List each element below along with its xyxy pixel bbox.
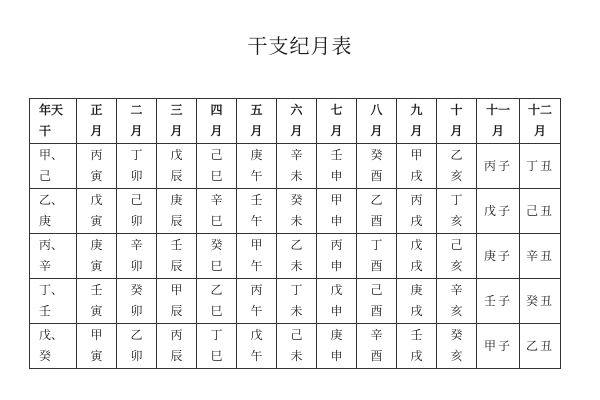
- month-cell-line2: 寅: [90, 214, 103, 228]
- month-cell-line2: 未: [290, 169, 303, 183]
- month-cell: [157, 324, 197, 369]
- month-cell: [117, 234, 157, 279]
- month-cell: [317, 189, 357, 234]
- header-cell-line1: 年天: [39, 103, 64, 117]
- month-cell-line1: 辛: [130, 238, 143, 252]
- header-cell-line1: 五: [250, 103, 263, 117]
- month-cell-line1: 丙: [250, 283, 263, 297]
- month-cell-line2: 午: [250, 259, 263, 273]
- month-cell-line1: 癸: [290, 193, 303, 207]
- month-cell-line1: 辛: [290, 148, 303, 162]
- year-stem-cell-line2: 癸: [39, 349, 52, 363]
- month-cell: [157, 144, 197, 189]
- month-cell-line1: 戊: [330, 283, 343, 297]
- month-cell: [237, 144, 277, 189]
- month-cell-line2: 午: [250, 304, 263, 318]
- year-stem-cell-line2: 壬: [39, 304, 52, 318]
- table-row: [30, 234, 561, 279]
- year-stem-cell-line1: 甲、: [39, 148, 64, 162]
- month-cell-line1: 戊: [250, 328, 263, 342]
- month-cell-line1: 己: [130, 193, 143, 207]
- header-cell: [30, 99, 77, 144]
- header-cell: [477, 99, 520, 144]
- month-cell-line1: 壬: [250, 193, 263, 207]
- month-cell-line2: 未: [290, 259, 303, 273]
- header-cell: [117, 99, 157, 144]
- month-cell-line2: 辰: [170, 304, 183, 318]
- header-cell-line1: 三: [170, 103, 183, 117]
- month-cell-line1: 甲: [410, 148, 423, 162]
- year-stem-cell: [30, 234, 77, 279]
- year-stem-cell-line2: 辛: [39, 259, 52, 273]
- month-cell-line1: 甲: [250, 238, 263, 252]
- header-cell-line2: 月: [210, 124, 223, 138]
- header-cell-line2: 月: [330, 124, 343, 138]
- month-cell: [117, 324, 157, 369]
- month-cell: [197, 144, 237, 189]
- month-cell-single: 丁丑: [520, 144, 561, 189]
- month-cell: [117, 144, 157, 189]
- month-cell-line1: 庚: [330, 328, 343, 342]
- month-cell: [437, 144, 477, 189]
- month-cell-line1: 丁: [130, 148, 143, 162]
- header-cell: [520, 99, 561, 144]
- month-cell-line1: 壬: [90, 283, 103, 297]
- month-cell-line1: 丙: [410, 193, 423, 207]
- month-cell: [77, 144, 117, 189]
- month-cell: [277, 234, 317, 279]
- month-cell-line1: 庚: [250, 148, 263, 162]
- month-cell-line1: 壬: [410, 328, 423, 342]
- header-cell-line2: 月: [370, 124, 383, 138]
- month-cell-line1: 庚: [170, 193, 183, 207]
- header-cell: [317, 99, 357, 144]
- month-cell-line2: 亥: [450, 349, 463, 363]
- header-cell: [237, 99, 277, 144]
- header-cell-line1: 七: [330, 103, 343, 117]
- month-cell-line2: 酉: [370, 304, 383, 318]
- month-cell-line2: 巳: [210, 259, 223, 273]
- month-cell-line2: 卯: [130, 259, 143, 273]
- month-cell-line1: 丁: [210, 328, 223, 342]
- header-cell-line2: 月: [533, 124, 546, 138]
- month-cell-line2: 午: [250, 349, 263, 363]
- month-cell-line1: 癸: [370, 148, 383, 162]
- header-cell-line2: 月: [170, 124, 183, 138]
- month-cell: [437, 279, 477, 324]
- month-cell-line2: 巳: [210, 169, 223, 183]
- header-cell-line2: 月: [450, 124, 463, 138]
- month-cell-line1: 丁: [370, 238, 383, 252]
- month-cell-line1: 戊: [410, 238, 423, 252]
- month-cell-line2: 卯: [130, 349, 143, 363]
- month-cell: [357, 279, 397, 324]
- month-cell-line2: 寅: [90, 169, 103, 183]
- month-cell-line2: 亥: [450, 259, 463, 273]
- month-cell: [117, 279, 157, 324]
- month-cell-single: 戊子: [477, 189, 520, 234]
- ganzhi-month-table: [29, 98, 561, 369]
- month-cell-line1: 己: [370, 283, 383, 297]
- month-cell-line2: 戌: [410, 214, 423, 228]
- header-cell: [277, 99, 317, 144]
- header-cell-line1: 正: [90, 103, 103, 117]
- table-row: [30, 144, 561, 189]
- year-stem-cell-line2: 己: [39, 169, 52, 183]
- month-cell-single: 乙丑: [520, 324, 561, 369]
- header-cell-line1: 二: [130, 103, 143, 117]
- header-cell-line2: 干: [39, 124, 52, 138]
- month-cell: [397, 189, 437, 234]
- month-cell-single: 丙子: [477, 144, 520, 189]
- month-cell-line2: 辰: [170, 349, 183, 363]
- year-stem-cell: [30, 189, 77, 234]
- month-cell: [277, 189, 317, 234]
- month-cell-line1: 己: [450, 238, 463, 252]
- header-cell-line1: 十二: [527, 103, 552, 117]
- header-cell-line1: 十: [450, 103, 463, 117]
- year-stem-cell: [30, 324, 77, 369]
- month-cell-line2: 辰: [170, 259, 183, 273]
- month-cell-line2: 未: [290, 214, 303, 228]
- month-cell: [317, 279, 357, 324]
- header-cell-line2: 月: [410, 124, 423, 138]
- month-cell-line1: 丙: [330, 238, 343, 252]
- header-cell: [397, 99, 437, 144]
- table-body: [30, 99, 561, 369]
- header-cell-line1: 九: [410, 103, 423, 117]
- month-cell-line1: 乙: [210, 283, 223, 297]
- month-cell-line2: 卯: [130, 169, 143, 183]
- month-cell-line2: 寅: [90, 259, 103, 273]
- month-cell-line2: 午: [250, 169, 263, 183]
- month-cell: [237, 279, 277, 324]
- month-cell-line1: 己: [210, 148, 223, 162]
- header-cell-line1: 十一: [485, 103, 510, 117]
- header-cell: [197, 99, 237, 144]
- month-cell-line1: 癸: [450, 328, 463, 342]
- month-cell-line2: 申: [330, 214, 343, 228]
- month-cell: [277, 324, 317, 369]
- header-cell-line2: 月: [130, 124, 143, 138]
- month-cell: [77, 234, 117, 279]
- year-stem-cell-line1: 戊、: [39, 328, 64, 342]
- month-cell-line2: 酉: [370, 169, 383, 183]
- table-row: [30, 279, 561, 324]
- month-cell: [77, 189, 117, 234]
- page-title: 干支纪月表: [247, 34, 353, 58]
- month-cell-line1: 丁: [290, 283, 303, 297]
- month-cell: [197, 279, 237, 324]
- month-cell-line2: 戌: [410, 349, 423, 363]
- month-cell-line2: 未: [290, 304, 303, 318]
- month-cell-line1: 癸: [130, 283, 143, 297]
- month-cell: [357, 189, 397, 234]
- month-cell: [397, 324, 437, 369]
- month-cell-line2: 戌: [410, 304, 423, 318]
- month-cell: [237, 189, 277, 234]
- month-cell-line1: 乙: [290, 238, 303, 252]
- month-cell: [277, 279, 317, 324]
- header-cell: [357, 99, 397, 144]
- month-cell-line2: 申: [330, 169, 343, 183]
- month-cell-line2: 酉: [370, 214, 383, 228]
- month-cell-line2: 酉: [370, 349, 383, 363]
- month-cell-line2: 戌: [410, 169, 423, 183]
- month-cell: [357, 234, 397, 279]
- month-cell-line2: 亥: [450, 304, 463, 318]
- month-cell: [357, 324, 397, 369]
- month-cell-line1: 庚: [90, 238, 103, 252]
- header-cell-line1: 六: [290, 103, 303, 117]
- month-cell-line1: 乙: [130, 328, 143, 342]
- month-cell-line1: 己: [290, 328, 303, 342]
- month-cell: [277, 144, 317, 189]
- month-cell: [437, 324, 477, 369]
- month-cell: [397, 279, 437, 324]
- year-stem-cell: [30, 144, 77, 189]
- month-cell-line1: 戊: [90, 193, 103, 207]
- header-cell-line2: 月: [90, 124, 103, 138]
- month-cell: [437, 234, 477, 279]
- month-cell: [237, 324, 277, 369]
- month-cell-line1: 辛: [210, 193, 223, 207]
- year-stem-cell: [30, 279, 77, 324]
- month-cell-line2: 申: [330, 259, 343, 273]
- month-cell-single: 己丑: [520, 189, 561, 234]
- year-stem-cell-line1: 乙、: [39, 193, 64, 207]
- month-cell-line1: 丙: [170, 328, 183, 342]
- month-cell: [157, 279, 197, 324]
- month-cell: [437, 189, 477, 234]
- header-cell-line1: 八: [370, 103, 383, 117]
- month-cell-line1: 壬: [330, 148, 343, 162]
- year-stem-cell-line1: 丙、: [39, 238, 64, 252]
- month-cell: [317, 234, 357, 279]
- month-cell-line1: 乙: [370, 193, 383, 207]
- month-cell-line2: 寅: [90, 304, 103, 318]
- year-stem-cell-line1: 丁、: [39, 283, 64, 297]
- month-cell: [197, 189, 237, 234]
- month-cell-line1: 甲: [90, 328, 103, 342]
- header-cell-line2: 月: [491, 124, 504, 138]
- month-cell-line2: 申: [330, 349, 343, 363]
- month-cell-line1: 辛: [450, 283, 463, 297]
- month-cell-line2: 未: [290, 349, 303, 363]
- table-row: [30, 189, 561, 234]
- month-cell-line2: 午: [250, 214, 263, 228]
- month-cell-line1: 甲: [330, 193, 343, 207]
- month-cell-line2: 辰: [170, 169, 183, 183]
- month-cell-line2: 巳: [210, 214, 223, 228]
- month-cell-line1: 壬: [170, 238, 183, 252]
- header-cell: [437, 99, 477, 144]
- header-row: [30, 99, 561, 144]
- month-cell-line2: 辰: [170, 214, 183, 228]
- header-cell: [157, 99, 197, 144]
- header-cell-line2: 月: [250, 124, 263, 138]
- month-cell-line1: 乙: [450, 148, 463, 162]
- header-cell: [77, 99, 117, 144]
- year-stem-cell-line2: 庚: [39, 214, 52, 228]
- month-cell-line2: 戌: [410, 259, 423, 273]
- month-cell: [197, 234, 237, 279]
- month-cell: [77, 279, 117, 324]
- month-cell: [77, 324, 117, 369]
- table-row: [30, 324, 561, 369]
- month-cell-line2: 亥: [450, 169, 463, 183]
- month-cell: [197, 324, 237, 369]
- month-cell: [397, 234, 437, 279]
- month-cell: [237, 234, 277, 279]
- month-cell: [117, 189, 157, 234]
- month-cell-line2: 亥: [450, 214, 463, 228]
- month-cell-line2: 巳: [210, 349, 223, 363]
- month-cell-line2: 申: [330, 304, 343, 318]
- month-cell-line2: 寅: [90, 349, 103, 363]
- month-cell: [357, 144, 397, 189]
- month-cell: [157, 234, 197, 279]
- month-cell-line1: 戊: [170, 148, 183, 162]
- month-cell-line1: 丙: [90, 148, 103, 162]
- month-cell: [157, 189, 197, 234]
- month-cell-line1: 庚: [410, 283, 423, 297]
- header-cell-line1: 四: [210, 103, 223, 117]
- month-cell-line1: 甲: [170, 283, 183, 297]
- month-cell-line1: 癸: [210, 238, 223, 252]
- month-cell-single: 壬子: [477, 279, 520, 324]
- month-cell-line2: 巳: [210, 304, 223, 318]
- month-cell-line1: 丁: [450, 193, 463, 207]
- header-cell-line2: 月: [290, 124, 303, 138]
- month-cell-line2: 卯: [130, 304, 143, 318]
- month-cell: [397, 144, 437, 189]
- month-cell-line2: 卯: [130, 214, 143, 228]
- month-cell-single: 癸丑: [520, 279, 561, 324]
- month-cell: [317, 144, 357, 189]
- month-cell-line2: 酉: [370, 259, 383, 273]
- month-cell-line1: 辛: [370, 328, 383, 342]
- month-cell-single: 辛丑: [520, 234, 561, 279]
- month-cell: [317, 324, 357, 369]
- month-cell-single: 庚子: [477, 234, 520, 279]
- month-cell-single: 甲子: [477, 324, 520, 369]
